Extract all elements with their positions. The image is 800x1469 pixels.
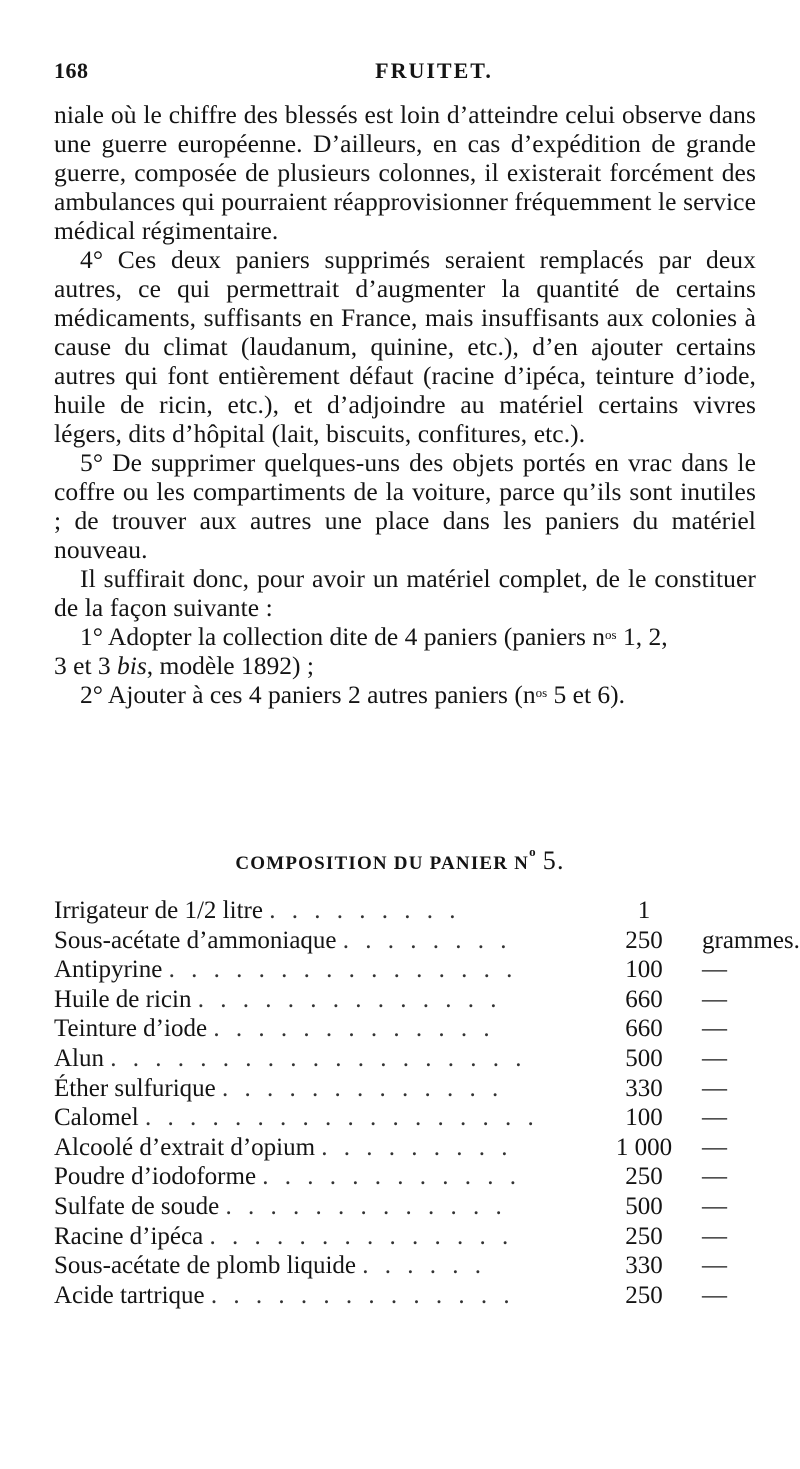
item-quantity: 1 000 <box>615 1133 673 1161</box>
leader-dots: . . . . . . . . . <box>269 897 461 924</box>
item-unit: — <box>702 1133 727 1161</box>
item-quantity: 100 <box>625 1104 663 1132</box>
item-quantity: 660 <box>625 1015 663 1043</box>
item-quantity: 250 <box>625 1163 663 1191</box>
item-quantity: 500 <box>625 1192 663 1220</box>
item-name: Alcoolé d’extrait d’opium . . . . . . . . . <box>54 1133 513 1161</box>
item-name: Irrigateur de 1/2 litre . . . . . . . . . <box>54 897 461 924</box>
item-unit: — <box>702 1163 727 1191</box>
leader-dots: . . . . . . . . . . . . . <box>213 1015 495 1043</box>
leader-dots: . . . . . . . . . . . . . . . . . . . <box>110 1044 527 1072</box>
item-unit: — <box>702 956 727 984</box>
running-title: FRUITET. <box>375 58 493 83</box>
item-unit: — <box>702 1074 727 1102</box>
leader-dots: . . . . . . . . . . . . . . . . <box>168 956 518 984</box>
table-row <box>54 1192 774 1222</box>
item-name: Calomel . . . . . . . . . . . . . . . . . . <box>54 1104 539 1132</box>
item-name: Antipyrine . . . . . . . . . . . . . . . . <box>54 956 518 984</box>
item-quantity: 1 <box>637 897 651 924</box>
table-row <box>54 1251 774 1281</box>
leader-dots: . . . . . . . . . . . . <box>262 1163 522 1191</box>
item-quantity: 250 <box>625 1222 663 1250</box>
item-quantity: 100 <box>625 956 663 984</box>
page-header <box>54 58 760 90</box>
list-item-1: 1° Adopter la collection dite de 4 paniers (paniers $n^{os}$ 1, 2, <box>80 622 668 651</box>
section-heading: COMPOSITION DU PANIER $N^o$ 5. <box>235 844 565 875</box>
list-item-1-continued: 3 et 3 bis, modèle 1892) ; <box>54 651 314 680</box>
leader-dots: . . . . . . . . . . . . . . . . . . <box>144 1104 539 1132</box>
item-unit: grammes. <box>702 926 800 954</box>
table-row <box>54 1044 774 1074</box>
leader-dots: . . . . . . . . . . . . . <box>225 1192 507 1220</box>
table-row <box>54 896 774 926</box>
item-unit: — <box>702 1015 727 1043</box>
item-quantity: 500 <box>625 1044 663 1072</box>
table-row <box>54 1162 774 1192</box>
table-row <box>54 1133 774 1163</box>
item-name: Éther sulfurique . . . . . . . . . . . . . <box>54 1074 504 1102</box>
leader-dots: . . . . . . . . <box>342 926 512 954</box>
item-unit: — <box>702 1222 727 1250</box>
table-row <box>54 1014 774 1044</box>
item-name: Sous-acétate d’ammoniaque . . . . . . . . <box>54 926 512 954</box>
item-quantity: 330 <box>625 1252 663 1280</box>
paragraph-point-4: 4° Ces deux paniers supprimés seraient remplacés par deux autres, ce qui permettrait d’augmenter la quantité de certains médicaments, suffisants en France, mais insuffisants aux colonies à cause du climat (laudanum, quinine, etc.), d’en ajouter certains autres qui font entièrement défaut (racine d’ipéca, teinture d’iode, huile de ricin, etc.), et d’adjoindre au matériel certains vivres légers, dits d’hôpital (lait, biscuits, confitures, etc.). <box>54 245 756 448</box>
item-name: Alun . . . . . . . . . . . . . . . . . . . <box>54 1044 527 1072</box>
item-name: Sous-acétate de plomb liquide . . . . . . <box>54 1252 487 1280</box>
leader-dots: . . . . . . . . . . . . . . <box>197 985 502 1013</box>
leader-dots: . . . . . . . . . . . . . <box>222 1074 504 1102</box>
list-item-2: 2° Ajouter à ces 4 paniers 2 autres paniers ($n^{os}$ 5 et 6). <box>80 680 626 709</box>
item-name: Sulfate de soude . . . . . . . . . . . . . <box>54 1192 507 1220</box>
item-name: Huile de ricin . . . . . . . . . . . . . . <box>54 985 502 1013</box>
leader-dots: . . . . . . . . . . . . . . <box>210 1281 515 1309</box>
item-unit: — <box>702 985 727 1013</box>
table-row <box>54 985 774 1015</box>
item-quantity: 330 <box>625 1074 663 1102</box>
item-quantity: 250 <box>625 1281 663 1309</box>
table-row <box>54 955 774 985</box>
item-unit: — <box>702 1281 727 1309</box>
item-unit: — <box>702 1104 727 1132</box>
table-row <box>54 1103 774 1133</box>
table-row <box>54 1281 774 1311</box>
item-name: Teinture d’iode . . . . . . . . . . . . . <box>54 1015 495 1043</box>
item-unit: — <box>702 1192 727 1220</box>
leader-dots: . . . . . . <box>362 1252 487 1280</box>
item-unit: — <box>702 1252 727 1280</box>
table-row <box>54 926 800 956</box>
body-text <box>54 100 756 709</box>
paragraph-continuation: niale où le chiffre des blessés est loin d’atteindre celui observe dans une guerre européenne. D’ailleurs, en cas d’expédition de grande guerre, composée de plusieurs colonnes, il existerait forcément des ambulances qui pourraient réapprovisionner fréquemment le service médical régimentaire. <box>54 100 756 245</box>
table-row <box>54 1222 774 1252</box>
table-row <box>54 1074 774 1104</box>
item-name: Poudre d’iodoforme . . . . . . . . . . . . <box>54 1163 522 1191</box>
item-quantity: 660 <box>625 985 663 1013</box>
composition-list <box>54 896 800 1310</box>
item-name: Acide tartrique . . . . . . . . . . . . . . <box>54 1281 515 1309</box>
item-name: Racine d’ipéca . . . . . . . . . . . . . . <box>54 1222 514 1250</box>
leader-dots: . . . . . . . . . . . . . . <box>209 1222 514 1250</box>
item-quantity: 250 <box>625 926 663 954</box>
paragraph-conclusion: Il suffirait donc, pour avoir un matériel complet, de le constituer de la façon suivante : <box>54 564 756 622</box>
paragraph-point-5: 5° De supprimer quelques-uns des objets portés en vrac dans le coffre ou les compartiments de la voiture, parce qu’ils sont inutiles ; de trouver aux autres une place dans les paniers du matériel nouveau. <box>54 448 756 564</box>
leader-dots: . . . . . . . . . <box>321 1133 513 1161</box>
page-number: 168 <box>54 58 89 83</box>
item-unit: — <box>702 1044 727 1072</box>
